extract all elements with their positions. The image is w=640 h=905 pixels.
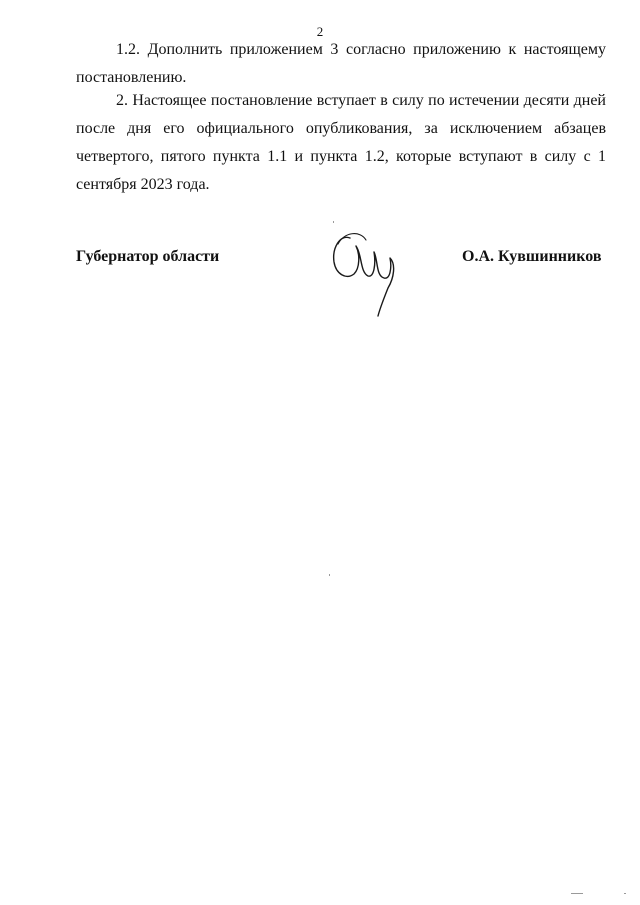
scan-speck (571, 893, 583, 894)
scan-speck (329, 574, 330, 576)
signatory-title: Губернатор области (76, 248, 220, 265)
scan-speck (624, 893, 626, 894)
handwritten-signature (326, 224, 416, 324)
scan-speck (333, 221, 334, 223)
signatory-name: О.А. Кувшинников (462, 248, 602, 265)
paragraph-1-2: 1.2. Дополнить приложением 3 согласно приложению к настоящему постановлению. (76, 41, 606, 86)
page-number: 2 (316, 24, 324, 39)
paragraph-2: 2. Настоящее постановление вступает в силу по истечении десяти дней после дня его официального опубликования, за исключением абзацев четвертого, пятого пункта 1.1 и пункта 1.2, которые вступают в силу с 1 сентября 2023 года. (76, 92, 606, 193)
